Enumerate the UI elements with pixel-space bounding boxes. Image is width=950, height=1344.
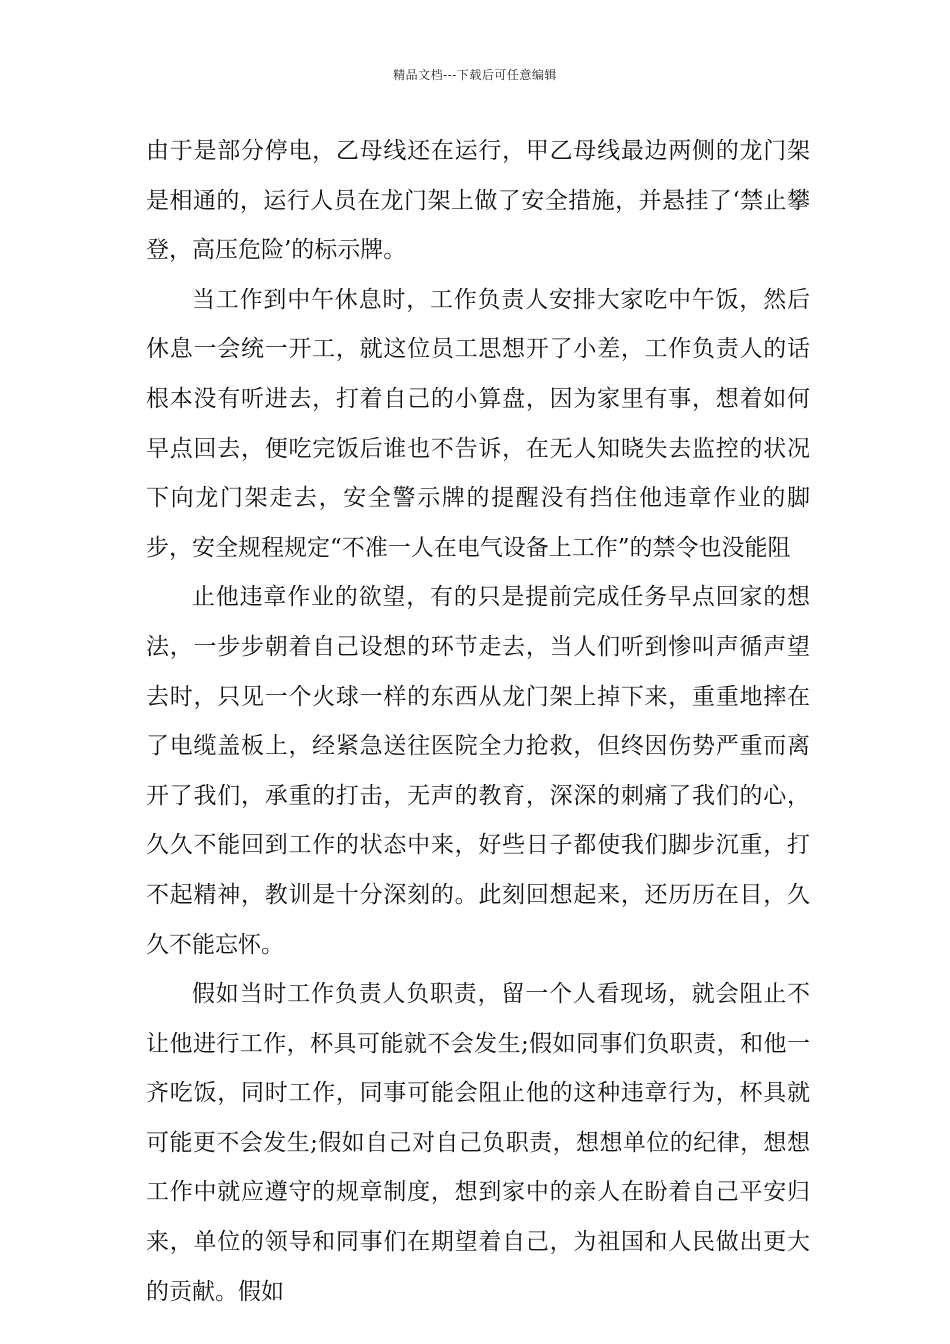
page-header: 精品文档---下载后可任意编辑 xyxy=(393,68,557,82)
document-body xyxy=(146,127,810,1317)
paragraph-4: 假如当时工作负责人负职责，留一个人看现场，就会阻止不让他进行工作，杯具可能就不会发生;假如同事们负职责，和他一齐吃饭，同时工作，同事可能会阻止他的这种违章行为，杯具就可能更不会发生;假如自己对自己负职责，想想单位的纪律，想想工作中就应遵守的规章制度，想到家中的亲人在盼着自己平安归来，单位的领导和同事们在期望着自己，为祖国和人民做出更大的贡献。假如 xyxy=(146,981,810,1305)
paragraph-3: 止他违章作业的欲望，有的只是提前完成任务早点回家的想法，一步步朝着自己设想的环节走去，当人们听到惨叫声循声望去时，只见一个火球一样的东西从龙门架上掉下来，重重地摔在了电缆盖板上，经紧急送往医院全力抢救，但终因伤势严重而离开了我们，承重的打击，无声的教育，深深的刺痛了我们的心，久久不能回到工作的状态中来，好些日子都使我们脚步沉重，打不起精神，教训是十分深刻的。此刻回想起来，还历历在目，久久不能忘怀。 xyxy=(146,584,810,958)
paragraph-2: 当工作到中午休息时，工作负责人安排大家吃中午饭，然后休息一会统一开工，就这位员工思想开了小差，工作负责人的话根本没有听进去，打着自己的小算盘，因为家里有事，想着如何早点回去，便吃完饭后谁也不告诉，在无人知晓失去监控的状况下向龙门架走去，安全警示牌的提醒没有挡住他违章作业的脚步，安全规程规定“不准一人在电气设备上工作”的禁令也没能阻 xyxy=(146,286,810,561)
paragraph-1: 由于是部分停电，乙母线还在运行，甲乙母线最边两侧的龙门架是相通的，运行人员在龙门架上做了安全措施，并悬挂了‘禁止攀登，高压危险’的标示牌。 xyxy=(146,138,810,264)
